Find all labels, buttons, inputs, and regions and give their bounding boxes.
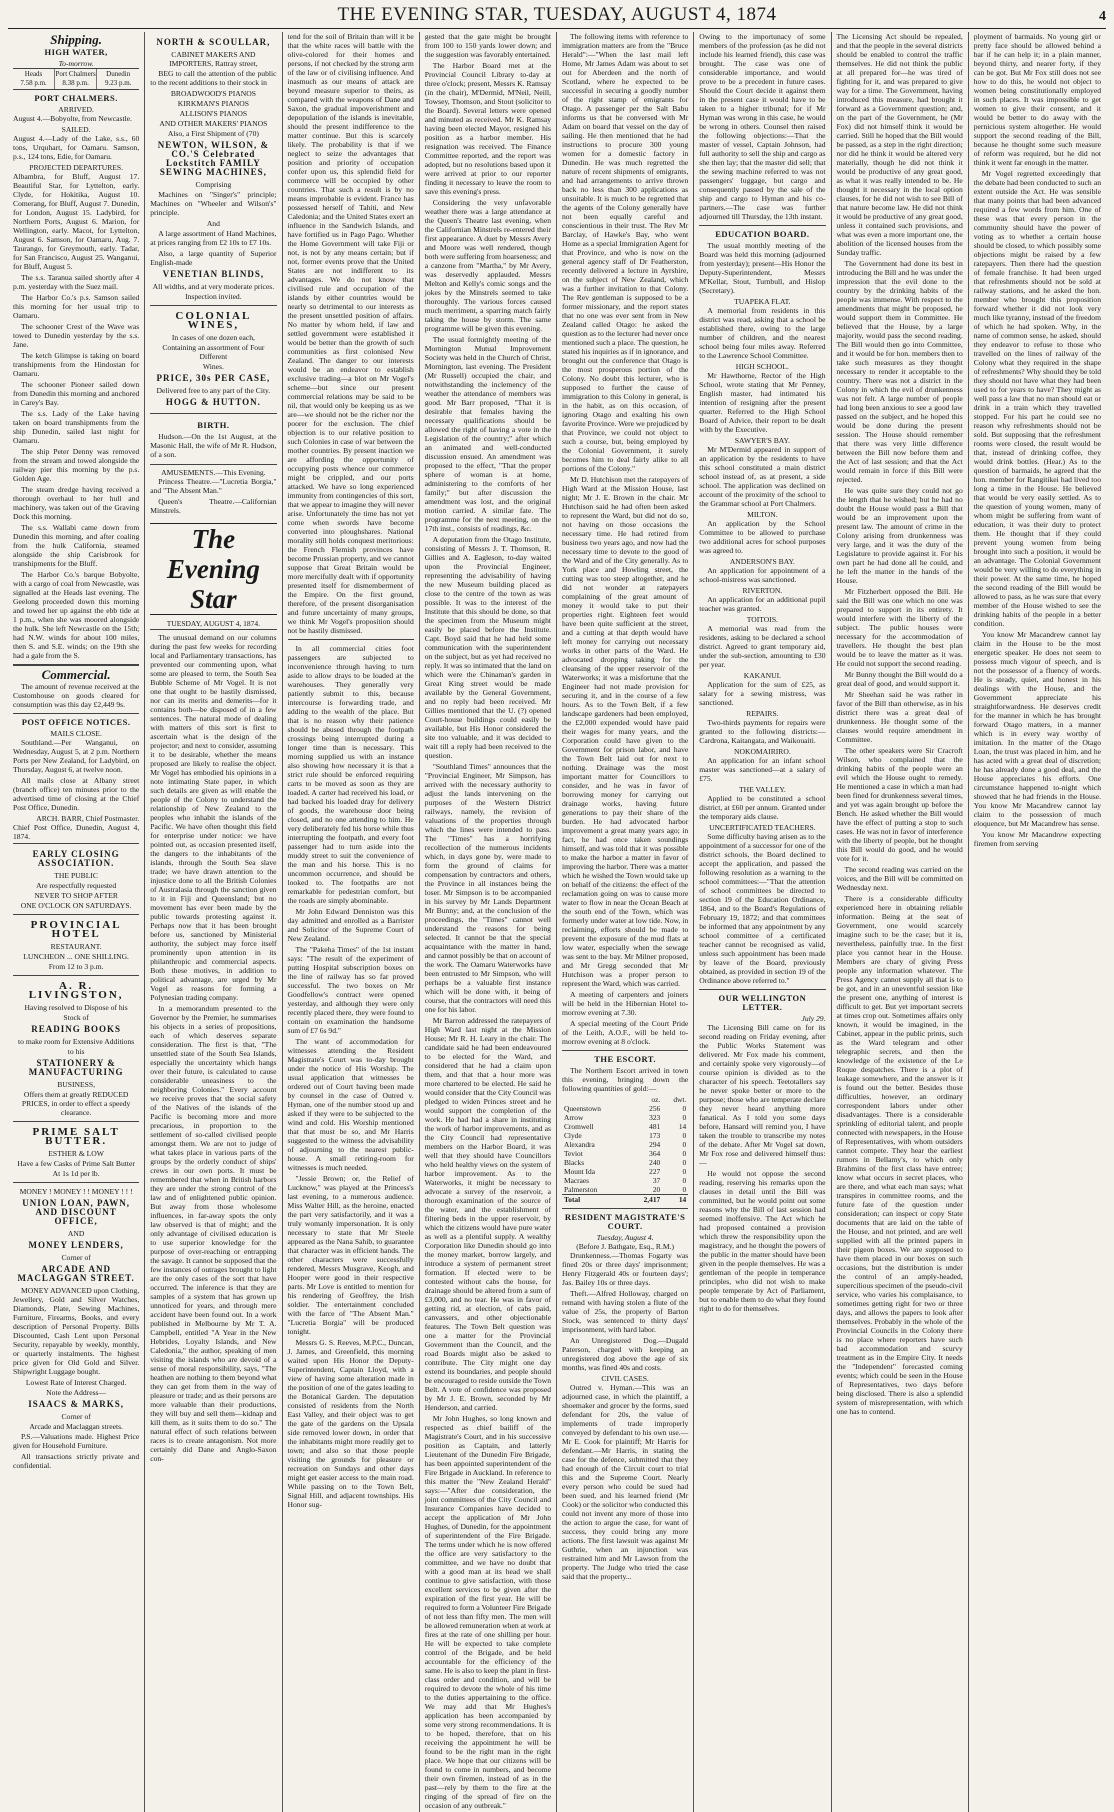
wellington-letter-heading: OUR WELLINGTON LETTER. [718,993,807,1012]
escort-row: Macraes 37 0 [564,1176,687,1185]
edu-subhead: TOITOIS. [746,615,778,624]
escort-heading: THE ESCORT. [594,1054,656,1064]
butter-text: Have a few Casks of Prime Salt Butter [17,1159,135,1168]
column-8 [969,32,1106,1812]
lowest-rate: Lowest Rate of Interest Charged. [25,1378,127,1387]
newspaper-masthead: The Evening Star [150,523,276,615]
colonial-line: Containing an assortment of Four Different [162,343,265,361]
wellington-paragraph: The Licensing Bill came on for its second reading on Friday evening, after the Public Works Statement was delivered. Mr Fox made his comment, and certainly spoke very vigorously—of course opinion is divided as to the character of his speech. Teetotallers say he never spoke better or more to the purpose; those who are temperate declare they never heard anything more fanatical. As I told you some days before, Hansard will remind you, I have taken the trouble to transcribe my notes of the debate. After Mr Vogel sat down, Mr Fox rose and delivered himself thus:— [699,1023,826,1167]
article-paragraph: gested that the gate might be brought from 100 to 150 yards lower down; and the suggestion was favorably entertained. [424,32,551,59]
wellington-paragraph: Mr Bunny thought the Bill would do a great deal of good, and would support it. [836,670,963,688]
livingston-line: READING BOOKS [31,1024,121,1034]
edu-paragraph: An application by the School Committee to be allowed to purchase two additional acres for school purposes was agreed to. [699,519,826,555]
edu-subhead: UNCERTIFICATED TEACHERS. [709,823,816,832]
port-heading: PORT CHALMERS. [34,93,118,103]
wellington-paragraph: There is a considerable difficulty experienced here in obtaining reliable information. Being at the seat of Government, one would scarcely imagine such to be the case; but it is, nevertheless, painfully true. In the first place you cannot hear in the House. Members are chary of giving Press people any information whatever. The Press Agency cannot supply all that is to be got, and in an uneventful session like the present one, anything of interest is difficult to get. But yet important secrets at times crop out. Sometimes affairs only known, it would be imagined, in the Cabinet, appear in the public prints, such as the Ward telegram and other telegraphic secrets, and then the knowledge of the existence of the Le Roque despatches. There is a plot of leakage somewhere, and the answer is it is found out the better. Besides those difficulties, however, an ordinary correspondent labors under other disadvantages. There is a considerable sprinkling of editorial talent, and people connected with newspapers, in the House of Representatives, with whom outsiders cannot compete. They hear the earliest rumors in Bellamy's, to which only Brahmins of the first class have entree; know what occurs in secret places, who are there, and what each man says; what transpires in committee rooms, and the future fate of the question under consideration; can inspect or copy State documents that are laid on the table of the House, and not printed, and are well supplied with all the printed papers in their pigeon boxes. We are supposed to have them placed in our boxes on such occasions, but the distribution is under the control of an amply-headed, supercilious specimen of the pseudo-civil service, who varies his complaisance, to sometimes getting right for two or three days, and allows the papers to look after themselves. Probably in the whole of the Provincial Councils in the Colony there is no place where reporters have such bad accommodation and scurvy treatment as in the Empire City. It needs the "Independent" forecasted coming events; which could be seen in the House of Representatives, two days before being disclosed. There is also a splendid system of misrepresentation, with which one has to contend. [836,894,963,1416]
edu-paragraph: An application for an additional pupil teacher was granted. [699,595,826,613]
edu-paragraph: A memorial was read from the residents, asking to be declared a school district. Agreed to grant temporary aid, under the sub-section, amounting to £30 per year. [699,624,826,669]
court-paragraph: An Unregistered Dog.—Dugald Paterson, charged with keeping an unregistered dog above the age of six months, was fined 40s and costs. [562,1336,689,1372]
arrived-label: ARRIVED. [58,105,94,114]
birth-text: Hudson.—On the 1st August, at the Masonic Hall, the wife of Mr R. Hudson, of a son. [150,432,277,459]
page-title: THE EVENING STAR, TUESDAY, AUGUST 4, 1874 [337,4,777,25]
article-paragraph: Mr John Edward Denniston was this day admitted and enrolled as a Barrister and Solicitor of the Supreme Court of New Zealand. [287,907,414,943]
colonial-heading: COLONIAL WINES, [175,310,252,331]
edu-paragraph: Mr M'Dermid appeared in support of an application by the residents to have this school constituted a main district school instead of, as at present, a side school. The application was declined on account of the proximity of the school to the Grammar school at Port Chalmers. [699,445,826,508]
escort-row: Alexandra 294 0 [564,1140,687,1149]
private-text: All transactions strictly private and confidential. [13,1452,140,1470]
nas-line: Comprising [195,180,232,189]
colonial-price: PRICE, 30s PER CASE, [156,373,271,383]
wellington-paragraph: He was quite sure they could not go the length that he wished; but he had no doubt the House would pass a Bill that would be an improvement upon the present law. The amount of crime in the Colony arising from drunkenness was very large, and it was the duty of the Legislature to provide against it. For his own part he had done all he could, and he left the matter in the hands of the House. [836,486,963,585]
article-paragraph: "Southland Times" announces that the "Provincial Engineer, Mr Simpson, has arrived with the necessary authority to adjust the lands intervening on the purposes of the Western District railways, namely, the revision of valuations of the properties through which the lines were intended to pass. The "Times" has a horrifying recollection of the numerous incidents which, in days gone by, were made to form the ground of claims for compensation by contractors and others, the Province in all instances being the loser. Mr Simpson is to be accompanied in his survey by Mr Lands Department Mr Bunny; and, at the conclusion of the proceedings, the "Times" cannot well understand the reasons for being selected. It cannot be that the special acquaintance with the matter in hand, and cannot possibly be that on account of the work. The Oamaru Waterworks have been entrusted to Mr Simpson, who will perhaps be a valuable first instance which will be done with, it being of course, that the contractors will need this one for his labor. [424,762,551,1014]
nas-machines: NEWTON, WILSON, & CO.'S Celebrated Lockstitch FAMILY SEWING MACHINES, [157,140,269,177]
colonial-line: Wines. [202,362,224,371]
livingston-line: BUSINESS, [57,1080,96,1089]
article-paragraph: In all commercial cities foot passengers are subjected to inconvenience through having to turn aside to allow drays to be loaded at the warehouses. They generally very patiently submit to this, because intercourse is forwarding trade, and adding to the wealth of the place. But that is no reason why their patience should be abused through the footpath crossings being interrupted during a longer time than is necessary. This morning supplied us with an instance also showing how necessary it is that a strict rule should be enforced requiring carts to be moved as soon as they are loaded. A carter had received his load, or had backed his loaded dray for delivery of goods, the warehouse door being closed, and no one attending to him. He very deliberately fed his horse while thus interrupting the footpath, and every foot passenger had to turn aside into the muddy street to suit the convenience of the man and his horse. This is no uncommon occurrence, and should be looked to. The footpaths are not remarkable for pedestrian comfort, but the roads are simply abominable. [287,644,414,905]
wellington-paragraph: He would not oppose the second reading, reserving his remarks upon the clauses in detail until the Bill was committed, but he would point out some reasons why the Bill of last session had seemed inoffensive. The Act which he had proposed contained a provision which threw the responsibility upon the magistracy, and he thought the powers of the public in the matter should have been given in the people themselves. He was a gentleman of the people in temperance principles, who did not wish to make people temperate by Act of Parliament, but to enable them to do what they found right to do for themselves. [699,1169,826,1313]
colonial-firm: HOGG & HUTTON. [165,397,261,407]
edu-paragraph: Application for the sum of £25, as salary for a sewing mistress, was sanctioned. [699,680,826,707]
nas-item: KIRKMAN'S PIANOS [177,99,249,108]
corner-label: Corner of [61,1253,91,1262]
livingston-ad [13,975,139,1121]
butter-heading: PRIME SALT BUTTER. [32,1126,120,1147]
article-paragraph: The usual fortnightly meeting of the Mornington Mutual Improvement Society was held in the Church of Christ, Mornington, last evening. The President (Mr Russell) occupied the chair, and notwithstanding the inclemency of the weather the attendance of members was good. Mr Barr proposed, "That it is desirable that females having the necessary qualifications should be allowed the right of having a vote in the Legislation of the country;" after which an animated and well-conducted discussion ensued. An amendment was proposed to the effect, "That the proper sphere of woman is at home, administering to the comforts of her family;" but after discussion the amendment was lost, and the original motion carried. A similar fate. The programme for the next meeting, on the 17th inst., consists of readings, &c. [424,335,551,533]
column-3 [283,32,420,1812]
luncheon-time: From 12 to 3 p.m. [48,962,104,971]
high-water-cell: Heads 7.58 p.m. [13,69,55,89]
wellington-paragraph: ployment of barmaids. No young girl or pretty face should be allowed behind a bar if he can help it; in a plain manner, beyond thirty, and nearer forty, if they can be got. But Mr Fox still does not see how to do this, he would not object to women being constitutionally employed in such places. It was impossible to get women to give their consent, and it would be better to do away with the pernicious system altogether. He would support the second reading of the Bill, because he thought some such measure of reform was required, but he did not think it went far enough in the matter. [973,32,1101,167]
colonial-line: In cases of one dozen each, [171,333,255,342]
early-closing-line: NEVER TO SHOP AFTER [34,891,118,900]
early-closing-ad [13,843,139,914]
nas-line: Inspection invited. [185,292,242,301]
edu-paragraph: Some difficulty having arisen as to the appointment of a successor for one of the district schools, the Board declined to accept the application, and passed the following resolution as a warning to the school committees:—"That the attention of school committees be directed to section 19 of the Education Ordinance, 1864, and to the Board's Regulations of February 19, 1872; and that committees be informed that any appointment by any school committee of a certificated teacher cannot be recognised as valid, unless such appointment has been made by leave of the Board, previously obtained, as provided in section 19 of the Ordinance above referred to." [699,832,826,985]
edu-subhead: RIVERTON. [742,586,783,595]
amusement-line: Princess Theatre.—"Lucretia Borgia," and "The Absent Man." [150,477,277,495]
nas-heading: NORTH & SCOULLAR, [156,37,271,47]
early-closing-line: THE PUBLIC [54,871,98,880]
nas-text: BEG to call the attention of the public to the recent additions to their stock in [150,69,277,87]
luncheon-line: LUNCHEON ... ONE SHILLING. [23,952,129,961]
valuations-text: P.S.—Valuations made. Highest Price given for Household Furniture. [13,1432,140,1450]
livingston-line: Offers them at greatly REDUCED PRICES, in order to effect a speedy clearance. [21,1090,131,1117]
escort-row: Mount Ida 227 0 [564,1167,687,1176]
article-paragraph: A special meeting of the Court Pride of the Leith, A.O.F., will be held to-morrow evening at 8 o'clock. [562,1019,689,1046]
livingston-heading: A. R. LIVINGSTON, [28,980,124,1001]
north-scoullar-ad [150,32,276,305]
shipping-note: The ketch Glimpse is taking on board transhipments from the Hindostan for Oamaru. [13,351,140,378]
nas-line: And [206,219,220,228]
edu-subhead: NOKOMAIRIRO. [734,747,791,756]
edu-paragraph: Applied to be constituted a school district, at £60 per annum. Granted under the temporary aids clause. [699,794,826,821]
commercial-heading: Commercial. [41,667,111,682]
nas-item: AND OTHER MAKERS' PIANOS [159,119,268,128]
arrived-text: August 4.—Bobyolte, from Newcastle. [13,114,132,123]
early-closing-heading: EARLY CLOSING ASSOCIATION. [32,849,120,868]
wellington-paragraph: Mr Fitzherbert opposed the Bill. He said the Bill was one which no one was prepared to support in its entirety. It would interfere with the liberty of the subject. The public houses were necessary for the accommodation of travellers. He thought the best plan would be to leave the matter as it was. He could not support the second reading. [836,587,963,668]
edu-subhead: TUAPEKA FLAT. [734,297,791,306]
nas-line: All widths, and at very moderate prices. [152,282,275,291]
shipping-note: The s.s. Lady of the Lake having taken on board transhipments from the ship Dunedin, sailed last night for Oamaru. [13,409,140,445]
projected-label: PROJECTED DEPARTURES. [29,163,124,172]
article-paragraph: The following items with reference to immigration matters are from the "Bruce Herald":—"When the last mail left Home, Mr James Adam was about to set out for Aberdeen and the north of Scotland, where he expected to be successful in securing a goodly number of the right stamp of emigrants for Otago. A passenger per the Salt Babu informs us that he conversed with Mr Adam on board that vessel on the day of sailing. He then mentioned that he had instructions to procure 300 young women for a domestic factory in Dunedin. He was much regretted the nature of recent shipments of emigrants, and had arrangements to arrive thrown back no less than 300 applications as unsuitable. It is much to be regretted that the agents of the Colony generally have not been equally careful and conscientious in their trust. The Rev Mr Barclay, of Hawke's Bay, who went Home as a special Immigration Agent for that Province, and who is now on the general agency staff of Dr Featherston, recently delivered a lecture in Ayrshire, on the subject of New Zealand, which was a further invitation to that Colony. The Rev gentleman is supposed to be a former missionary, and the report states that no one was ever sent from in New Zealand called Otago: he asked the question as to the lecturer had never once mentioned such a place. The question, he stated his inquiries as if in ignorance, and brought out the conference that Otago is the most prosperous portion of the Colony. No doubt this lecturer, who is supposed to further the cause of immigration to this Colony in general, is in the habit, as on this occasion, of ignoring Otago and exalting his own favorite Province. Were we prejudiced by that Province, we could not object to such a course, but, being employed by the Colonial Government, it surely becomes him to deal fairly alike to all portions of the Colony." [562,32,689,473]
article-paragraph: The Harbor Board met at the Provincial Council Library to-day at three o'clock; present, Messrs K. Ramsay (in the chair), M'Dermid, M'Neil, Neill, Towsey, Thomson, and Stout (solicitor to the Board). Several letters were opened and minuted as received. Mr K. Ramsay having been elected Mayor, resigned his position as a harbor member. His resignation was received. The Finance Committee reported, and the report was adopted, but no resolutions based upon it were arrived at prior to our reporter finding it necessary to leave the room to save this evening's press. [424,61,551,196]
post-signature: ARCH. BARR, Chief Postmaster. [36,814,140,823]
escort-row: Clyde 173 0 [564,1131,687,1140]
wellington-paragraph: You know Mr Macandrew expecting firemen from serving [973,830,1101,848]
escort-row: Cromwell 481 14 [564,1122,687,1131]
edu-paragraph: Mr Hawthorne, Rector of the High School, wrote stating that Mr Penney, English master, had intimated his intention of resigning after the present quarter. Referred to the High School Board of Advice, their report to be dealt with by the Executive. [699,371,826,434]
shipping-note: The steam dredge having received a thorough overhaul to her hull and machinery, was taken out of the Graving Dock this morning. [13,485,140,521]
wellington-paragraph: The other speakers were Sir Cracroft Wilson, who complained that the drinking habits of the people were an evil which the House ought to remedy. He mentioned a case in which a man had been fined for drunkenness several times, and yet was again brought up before the Bench. He asked whether the Bill would have the effect of putting a stop to such cases. He was not in favor of interference with the liberty of people, but he thought this Bill would do good, and he would vote for it. [836,746,963,863]
livingston-line: Stock of [63,1013,89,1022]
nas-blinds: VENETIAN BLINDS, [162,269,265,279]
amusement-line: Queen's Theatre.—Californian Minstrels. [150,497,277,515]
court-paragraph: Owing to the importunacy of some members of the profession (as he did not include his learned friend), this case was brought. The case was one of considerable importance, and would prove to be a precedent in future cases. Should the Court decide it against them in the present case it would have to be taken to a higher tribunal; for if Mr Hyman was wrong in this case, he would be wrong in others. Counsel then raised the following objections:—That the master of vessel, Captain Johnson, had full authority to sell the ship and cargo as she then lay; that the master did sell; that the sewing machine referred to was not passengers' luggage, but cargo and consequently passed by the sale of the ship and cargo to Hyman and his co-partners.—The case was further adjourned till Thursday, the 13th instant. [699,32,826,221]
nas-line: A large assortment of Hand Machines, at prices ranging from £2 10s to £7 10s. [150,229,277,247]
escort-row: Palmerston 20 0 [564,1185,687,1194]
shipping-note: The schooner Pioneer sailed down from Dunedin this morning and anchored in Carey's Bay. [13,380,140,407]
edu-subhead: SAWYER'S BAY. [734,436,790,445]
nas-item: ALLISON'S PIANOS [179,109,248,118]
sailed-label: SAILED. [61,125,91,134]
escort-row: Arrow 323 0 [564,1113,687,1122]
wellington-paragraph: The Government had done its best in introducing the Bill and he was under the impression that the evil done to the country by the drinking habits of the people was immense. With respect to the amendments that might be proposed, he would support them in Committee. He believed that the House, by a large majority, would pass the second reading. The Bill would then go into Committee, and it would be for hon. members then to take such measures as they thought necessary to render it acceptable to the country. There was not a district in the Colony in which the evil of drunkenness was not felt. A large number of people had long been anxious to see a good law passed on the subject, and he hoped this would be done during the present session. The House should remember that there was very little difference between the Bill now before them and the Act of last session; and that the Act would remain in force if this Bill were rejected. [836,259,963,484]
edu-subhead: KAKANUI. [743,671,782,680]
rm-court-before: (Before J. Bathgate, Esq., R.M.) [576,1242,675,1251]
early-closing-line: Are respectfully requested [36,881,117,890]
edu-subhead: MILTON. [747,510,778,519]
rm-court-date: Tuesday, August 4. [596,1233,654,1242]
union-heading: UNION LOAN, PAWN, AND DISCOUNT OFFICE, [22,1198,131,1226]
article-paragraph: tend for the soil of Britain than will it be that the white races will battle with the olive-colored for their homes and persons, if not checked by the strong arm of the law or of civilising influence. And inasmuch as our means of attack are beyond measure superior to theirs, as compared with the weapons of Dane and Saxon, the gradual impoverishment and depopulation of the islands is inevitable, should the present indifference to the matter continue. But this is scarcely likely. The probability is that if we neglect to seize the advantages that position and priority of occupation confer upon us, this splendid field for commerce will be occupied by other countries. That such a result is by no means improbable is evident. France has possessed herself of Tahiti, and New Caledonia; and the United States exert an influence in the Sandwich Islands, and have fortified us in Pago Pago. Whether the Home Government will take Fiji or not, is not by any means certain; but if not, former events prove that the United States are not indifferent to its advantages. We do not know that civilised rule and occupation of the islands by either countries would be nearly so detrimental to our interests as the present unsettled position of affairs. No matter by whom held, if law and settled government were established it would be better than the growth of such communities as first colonised New Zealand. The danger to our interests would be an endeavor to establish exclusive trading—a blot on Mr Vogel's scheme—but since our present commercial relations may be said to be nil, that would only be keeping us as we are—we should not be the richer nor the poorer for the exclusion. The chief objection is to our relative position to such Colonies in case of war between the mother countries. By present inaction we are affording the opportunity of occupying posts whence our commerce might be crippled, and our ports attacked. We have so long experienced immunity from contingencies of this sort, that we appear to imagine they will never arise. Unfortunately the time has not yet come when swords have become converted into ploughshares. National morality still holds conquest meritorious: the French Flemish provinces have become Prussian property, and we cannot suppose that Great Britain would be more mercifully dealt with if opportunity presented itself for dismemberment of the Empire. On the first ground, therefore, of the present disorganisation and future uncertainty of many groups, we think Mr Vogel's proposition should not be hastily dismissed. [287,32,414,635]
escort-total-row: Total 2,417 14 [564,1195,687,1204]
article-paragraph: Considering the very unfavorable weather there was a large attendance at the Queen's Theatre last evening, when the Californian Minstrels re-entered their first appearance. A duet by Messrs Avery and Moore was well rendered, though both were suffering from hoarseness; and a canzone from "Martha," by Mr Avery, was deservedly applauded. Messrs Melton and Kelly's comic songs and the jokes by the Minstrels seemed to take thoroughly. The various forces caused much merriment, a sparring match fairly taking the house by storm. The same programme will be given this evening. [424,198,551,333]
leader-dateline: TUESDAY, AUGUST 4, 1874. [150,618,276,630]
wellington-paragraph: Mr Vogel regretted exceedingly that the debate had been conducted to such an extent outside the Act. He was sensible that many points that had been advanced required a few words from him. One of these was that every person in the community should have the power of voting as to whether a certain house should be closed, to which possibly some objections might be raised by a few ratepayers. Then there had the question of female franchise. It had been urged that refreshments should not be sold at railway stations, and he asked the hon. member who brought this proposition forward whether it did not look very much like tyranny, instead of the freedom of which he had spoken. Why, in the name of common sense, he asked, should they endeavor to refuse to those who travelled on the lines of railway of the Colony what they required in the shape of refreshments? Why should they be told they should not have what they had been used to for years to have? They might as well pass a law that no man should eat or drink in a train which they travelled stopped. For his part he could see no reason why refreshments should not be sold. But supposing that the refreshment rooms were closed, the result would be that, instead of drinking coffee, they would drink bottles. (Hear.) As to the question of barmaids, he agreed that the hon. member for Rangitikei had lived too long a time in the House. He believed that would be very easily settled. As to the question of young women, many of whom might be suffering from want of education, it was their duty to protect them. He thought that if they could prevent young women from being brought into such a position, it would be an advantage. The Colonial Government would be very willing to do everything in their power. At the same time, he hoped the second reading of the Bill would be allowed to pass, as he was sure that every member of the House wished to see the drinking habits of the people in a better condition. [973,169,1101,628]
column-2 [145,32,282,1812]
livingston-line: Having resolved to Dispose of his [24,1003,128,1012]
edu-subhead: REPAIRS. [746,709,779,718]
shipping-note: The s.s. Taranua sailed shortly after 4 p.m. yesterday with the Suez mail. [13,273,140,291]
escort-row: Teviot 364 0 [564,1149,687,1158]
shipping-heading: Shipping. [50,32,102,47]
page-number: 4 [1099,9,1106,24]
column-6 [694,32,831,1812]
arcade-line: ARCADE AND MACLAGGAN STREET. [17,1264,135,1283]
shipping-note: The ship Peter Denny was removed from the stream and towed alongside the railway pier this morning by the p.s. Golden Age. [13,447,140,483]
rm-court-heading: RESIDENT MAGISTRATE'S COURT. [564,1212,686,1231]
article-paragraph: The want of accommodation for witnesses attending the Resident Magistrate's Court was to-day brought under the notice of His Worship. The usual application that witnesses be ordered out of Court having been made by counsel in the case of Outred v. Hyman, one of the number stood up and asked if they were to be subjected to the wind and cold. His Worship mentioned that that must be so, and Mr Harris suggested to the witness the advisability of adjourning to the nearest public-house. A small retiring-room for witnesses is much needed. [287,1037,414,1172]
post-office-heading: POST OFFICE NOTICES. [21,717,131,727]
article-paragraph: A deputation from the Otago Institute, consisting of Messrs J. T. Thomson, R. Gillies and A. Eagleson, to-day waited upon the Provincial Engineer, representing the advisability of having the new Museum building placed as close to the centre of the town as was possible. It was to the interest of the Institute that this should be done, so that the specimen from the Museum might easily be placed before the Institute. Capt. Boyd said that he had held some communication with the superintendent on the subject, but as yet had received no reply. It was so intimated that the land on which were the Chinaman's garden in Great King street would be made available by the General Government, and no reply had been received. Mr Gillies mentioned that the U. (?) opened Court-house buildings could easily be available, but His Honor considered the site too valuable, and it was decided to wait till a reply had been received to the question. [424,535,551,760]
article-paragraph: The "Pakeha Times" of the 1st instant says: "The result of the experiment of putting Hospital subscription boxes on the line of railway has so far proved successful. The two boxes on Mr Goodfellow's contract were opened yesterday, and although they were only recently placed there, they were found to contain on examination the handsome sum of £7 6s 9d." [287,945,414,1035]
address-streets: Arcade and Maclaggan streets. [29,1422,123,1431]
leader-paragraph: The unusual demand on our columns during the past few weeks for recording local and Parliamentary transactions, has prevented our commenting upon, what some are pleased to term, the South Sea Bubble Scheme of Mr Vogel. It is not one that ought to be hastily dismissed, nor can its merits and demerits—for it contains both—be disposed of in a few sentences. The natural mode of dealing with matters of this sort is first to ascertain what is the design of the projector; and next to consider, assuming it to be desirable, whether the means proposed are likely to realise the object. Mr Vogel has embodied his opinions in a note intimating State paper, in which such details are given as will enable the people of the Colony to understand the relationship of New Zealand to the peoples who inhabit the islands of the Pacific. We have often thought this field for enterprise under notice: we have pointed out, as occasion presented itself, the dangers to the inhabitants of the islands, through the South Sea slave trade; we have drawn attention to the injustice done to all the British Colonies of Australasia through the sanction given to it in Fiji and Queensland; but no movement has ever been made by the public towards protesting against it. Perhaps now that it has been brought before us, sanctioned by Ministerial authority, the subject may force itself prominently upon attention in its philanthropic and commercial aspects. Both these motives, in addition to political advantage, are urged by Mr Vogel as reasons for forming a Polynesian trading company. [150,633,277,1002]
court-paragraph: Outred v. Hyman.—This was an adjourned case, in which the plaintiff, a shoemaker and grocer by the forms, sued defendant for 20s, the value of implements of trade improperly conveyed by defendant to his own use.—Mr E. Cook for plaintiff; Mr Harris for defendant.—Mr Harris, in stating the case for the defence, submitted that they had enough of the Circuit court to trial this and the Supreme Court. Nearly every person who could be sued had been sued, and his learned friend (Mr Cook) or the solicitor who conducted this could not invent any more of those into the action to argue the case, for want of success, they could bring any more actions. The first lawsuit was against Mr Guthrie, when an injunction was restrained him and Mr Lawson from the property. The Judge who tried the case said that the property... [562,1383,689,1581]
nas-line: Also, a large quantity of Superior English-made [150,249,277,267]
amusements-heading: AMUSEMENTS.—This Evening. [161,468,266,477]
escort-row: Queenstown 256 0 [564,1104,687,1113]
birth-notice [150,413,276,464]
livingston-line: to his [67,1047,85,1056]
court-paragraph: Drunkenness.—Thomas Fogarty was fined 20s or three days' imprisonment; Henry Fitzgerald 40s or fourteen days'; Jas. Bailey 10s or three days. [562,1251,689,1287]
high-water-cell: Dunedin 9.23 p.m. [104,70,132,87]
mails-close-label: MAILS CLOSE. [50,729,102,738]
high-water-table [13,68,139,90]
nas-line: Machines on "Singer's" principle; Machines on "Wheeler and Wilson's" principle. [150,190,277,217]
sailed-text: August 4.—Lady of the Lake, s.s., 60 tons, Urquhart, for Oamaru. Samson, p.s., 124 tons, Edie, for Oamaru. [13,134,140,161]
nas-line: Also, a First Shipment of (70) [167,129,259,138]
wellington-paragraph: You know Mr Macandrew cannot lay claim in the House to be the most energetic speaker. He does not seem to possess much vigour of speech, and is not the possessor of a fluency of words. He is steady, quiet, and honest in his dealings with the House, and the Government appreciate his straightforwardness. He deserves credit for the manner in which he has brought forward Otago matters, in a manner which is in every way worthy of imitation. In the matter of the Otago Loan, the trust was placed in him, and he has acted with a great deal of discretion; he has already done a good deal, and the House appreciates his efforts. One circumstance happened to-night which showed that he had friends in the House. You know Mr Macandrew cannot lay claim to the possession of much eloquence, but Mr Macandrew has sense. [973,630,1101,828]
birth-heading: BIRTH. [197,420,230,430]
colonial-wines-ad [150,305,276,413]
money-heading: MONEY ! MONEY ! ! MONEY ! ! ! [19,1187,133,1196]
civil-cases-label: CIVIL CASES. [601,1374,649,1383]
provincial-hotel-heading: PROVINCIAL HOTEL [30,919,122,940]
article-paragraph: Mr Barron addressed the ratepayers of High Ward last night at the Mission House; Mr R. H. Leary in the chair. The candidate said he had been endeavoured to be elected for the Ward, and considered that he had a claim upon them, and that that a hour more was more chartered to be elected. He said he would consider that the City Council was pledged to widen Princes street and he would support the completion of the work. He had had a share in instituting the work of harbor improvements, and as the City Council had representative members on the Harbor Board, it was well that they should have Councillors who held healthy views on the system of harbor improvement. As to the Waterworks, it might be necessary to advocate a survey of the reservoir, a thorough examination of the source of the water, and the establishment of filtering beds in the upper reservoir, by which the citizens would have pure water as well as a plentiful supply. A wealthy Corporation like Dunedin should go into the money market, borrow largely, and introduce a system of permanent street formation. If elected were to be contested without cabs the house, for drainage should be altered from a sum of £3,000, and no tear. He was in favor of getting rid, at election, of cabs paid, canvassers, and other objectionable features. The Town Belt question was one a matter for the Provincial Government than the Council, and the road Boards might also be asked to contribute. The City might one day extend its boundaries, and people should be encouraged to reside outside the Town Belt. A vote of confidence was proposed by Mr J. E. Brown, seconded by Mr Henderson, and carried. [424,1016,551,1412]
livingston-line: STATIONERY & MANUFACTURING [28,1058,124,1077]
wellington-paragraph: Mr Sheehan said he was rather in favor of the Bill than otherwise, as in his district there was a great deal of drunkenness. He thought some of the clauses would require amendment in Committee. [836,690,963,744]
edu-paragraph: An application for appointment of a school-mistress was sanctioned. [699,566,826,584]
column-1 [8,32,145,1812]
article-paragraph: Messrs G. S. Reeves, M.P.C., Duncan, J. James, and Greenfield, this morning waited upon His Honor the Deputy-Superintendent, Captain Lloyd, with a view of having some alteration made in the position of one of the gates leading to the Botanical Garden. The deputation consisted of residents from the North East Valley, and their object was to get the gate of the gardens on the Upsala side removed lower down, in order that the inhabitants might more readily get to town; and also so that those people visiting the grounds for pleasure or recreation on Sundays and other days might get easier access to the main road. While passing on to the Town Belt, Signal Hill, and adjacent townships. His Honor sug- [287,1338,414,1509]
nas-sub: CABINET MAKERS AND IMPORTERS, Rattray street, [169,50,258,68]
wellington-paragraph: The Licensing Act should be repealed, and that the people in the several districts should be enabled to control the traffic themselves. He did not think the public at all prepared for—he was tired of fighting for it, and was prepared to give way for a time. The Government, having introduced this measure, had brought it forward as a Government question; and, on the part of the Government, he (Mr Fox) did not himself think it would be carried. Still he hoped that the Bill would be passed, as a step in the right direction; nor did he think it would be altered very materially, though he did not think it would be productive of any great good, as what it was really intended to be. He thought it necessary in the local option clauses, for he did not wish to see Bill of that nature become law. He did not think it would be productive of any great good, unless it contained such provisions, and what was even a more important one, the abolition of the licensed houses from the Sunday traffic. [836,32,963,257]
provincial-hotel-ad [13,914,139,975]
escort-row: Blacks 240 0 [564,1158,687,1167]
livingston-line: to make room for Extensive Additions [18,1037,135,1046]
high-water-cell: Port Chalmers 8.38 p.m. [55,70,96,87]
money-lenders: MONEY LENDERS, [28,1240,124,1250]
shipping-note: The Harbor Co.'s barque Bobyolte, with a cargo of coal from Newcastle, was signalled at the Heads last evening. The Geelong proceeded down this morning and towed her up against the ebb tide at 1 p.m., when she was moored alongside the hulk. She left Newcastle on the 15th; had N.W. winds for about 100 miles, then S. and S.E. winds; on the 19th she had a gale from the S. [13,570,140,660]
leader-paragraph: In a memorandum presented to the Governor by the Premier, he summarises his objects in a series of propositions, each of which deserves separate consideration. The first is that, "The unsettled state of the South Sea Islands, especially the uncertainty which hangs over their future, is calculated to cause considerable uneasiness to the neighboring Colonies." Every account we receive proves that the social safety of the Natives of the islands of the Pacific is becoming more and more precarious, in proportion to the settlement of so-called civilised people amongst them. We are not to judge of what takes place in various parts of the groups by the orderly conduct of ships' crews in our own ports. It must be remembered that when in British harbors they are under the strong control of the law and of enlightened public opinion. But away from those wholesome influences, in far-away spots the only law observed is that of might; and the only advantage of civilised education is to use superior knowledge for the purpose of over-reaching or entrapping the savage. It cannot be supposed that the few instances of outrages brought to light are the only cases of the sort that have occurred. The inference is that they are samples of a system that has grown up unnoticed for years, and through mere accident have been found out. In a work published in Melbourne by Mr T. A. Campbell, entitled "A Year in the New Hebrides, Loyalty Islands, and New Caledonia," the author, speaking of men visiting the islands who are devoid of a sense of moral responsibility, says, "The heathen are nothing to them beyond what they can get from them in the way of pleasure or trade; and as their persons are more valuable than their productions, they will buy and sell them—kidnap and kill them, as it suits them to do so." The natural effect of such relations between races is to create antagonism. Not more certainly did Dane and Anglo-Saxon con- [150,1004,277,1463]
escort-text: The Northern Escort arrived in town this evening, bringing down the following quantities of gold:— [562,1066,689,1093]
education-intro: The usual monthly meeting of the Board was held this morning (adjourned from yesterday); present—His Honor the Deputy-Superintendent, Messrs M'Kellar, Stout, Turnbull, and Hislop (Secretary). [699,241,826,295]
butter-firm: ESTHER & LOW [48,1149,104,1158]
address-heading: Note the Address— [46,1388,107,1397]
post-date: Chief Post Office, Dunedin, August 4, 1874. [13,823,140,841]
shipping-note: The Harbor Co.'s p.s. Samson sailed this morning for her usual trip to Oamaru. [13,293,140,320]
amusements [150,464,276,520]
education-board-heading: EDUCATION BOARD. [715,229,810,239]
escort-table [562,1095,688,1204]
early-closing-line: ONE O'CLOCK ON SATURDAYS. [20,901,132,910]
article-paragraph: A meeting of carpenters and joiners will be held in the Hibernian Hotel to-morrow evening at 7.30. [562,990,689,1017]
money-ad [13,1182,139,1475]
address-corner: Corner of [61,1412,91,1421]
article-paragraph: "Jessie Brown; or, the Relief of Lucknow," was played at the Princess's last evening, to a numerous audience. Miss Walter Hill, as the heroine, enacted the part very satisfactorily, and it was a truly womanly impersonation. It is only necessary to state that Mr Steele appeared as the Nana Sahib, to guarantee that character was in efficient hands. The other characters were successfully rendered, Messrs Musgrave, Keogh, and Hooper were good in their respective parts. Mr Love is entitled to mention for his rendering of Geoffrey, the Irish soldier. The entertainment concluded with the farce of "The Absent Man." "Lucretia Borgia" will be produced tonight. [287,1174,414,1336]
edu-subhead: THE VALLEY. [738,785,786,794]
nas-item: BROADWOOD'S PIANOS [170,89,256,98]
edu-paragraph: An application for an infant school master was sanctioned—at a salary of £75. [699,756,826,783]
commercial-text: The amount of revenue received at the Customhouse on goods cleared for consumption was this day £2,449 9s. [13,682,140,709]
post-text: All mails close at Albany street (branch office) ten minutes prior to the advertised time of closing at the Chief Post Office, Dunedin. [13,776,140,812]
article-paragraph: Mr D. Hutchison met the ratepayers of High Ward at the Mission House, last night; Mr J. E. Brown in the chair. Mr Hutchison said he had often been asked to represent the Ward, but did not do so, not having on those occasions the necessary time. He had retired from business two years ago, and now had the necessary time to devote to the good of the Ward and of the City generally. As to York place and Howling street, the cutting was too steep altogether, and he did not wonder at ratepayers complaining of the great amount of money it would take to put their properties right. Eighteen feet would have been quite sufficient at the street, and a cutting at that depth would have left money for carrying out necessary works in other parts of the Ward. He advocated dropping taking for the cleansing of the upper reservoir of the Waterworks; it was a misfortune that the Engineer had not made provision for securing it, and in the course of a few hours. As to the Town Belt, if a few landscape gardeners had been employed, the £2,000 expended would have paid their wages for many years, and the Corporation could have given to the Government for prison labor, and have the Town Belt laid out for next to nothing. Drainage was the most important matter for Councillors to consider, and he was in favor of borrowing money for carrying out drainage works, having future generations to pay their share of the burden. He had advocated harbor improvement a great many years ago; in fact, he had once taken soundings himself, and was told that it was possible to make the harbor a matter in favor of improving the harbor. There was a matter which he wished the Town would take up on behalf of the citizens: the effect of the reclamation going on was to cause more water to flow in near the Ocean Beach at the south end of the Town, which was formerly under water at low tide. Now, in reclaiming, efforts should be made to prevent the exposure of the mud flats at low water, especially when the sewage was sent to the bay. Mr Milner proposed, and Mr Gregg seconded that Mr Hutchison was a proper person to represent the Ward, which was carried. [562,475,689,988]
edu-paragraph: Two-thirds payments for repairs were granted to the following districts:—Cardrona, Kaitangata, and Waikouaiti. [699,718,826,745]
post-text: Southland.—Per Wanganui, on Wednesday, August 5, at 2 p.m. Northern Ports per New Zealand, for Ladybird, on Thursday, August 6, at twelve noon. [13,738,140,774]
escort-units-row: oz. dwt. [651,1095,687,1104]
provincial-hotel-sub: RESTAURANT. [50,942,102,951]
edu-paragraph: A memorial from residents in this district was read, asking that a school be established there, owing to the large number of children, and the nearest school being four miles away. Referred to the Lawrence School Committee. [699,306,826,360]
wellington-letter-date: July 29. [801,1014,826,1023]
page-masthead [8,4,1106,29]
court-paragraph: Theft.—Alfred Holloway, charged on remand with having stolen a flute of the value of 25s, the property of Barton Stock, was sentenced to thirty days' imprisonment, with hard labor. [562,1289,689,1334]
union-sub: AND [67,1229,85,1238]
money-text: MONEY ADVANCED upon Clothing, Jewellery, Gold and Silver Watches, Diamonds, Plate, Sewing Machines, Furniture, Firearms, Books, and every description of Personal Property. Bills Discounted, Cash Lent upon Personal Security, repayable by weekly, monthly, or quarterly instalments. The highest price given for Old Gold and Silver. Shipwright Luggage bought. [13,1286,140,1376]
high-water-heading: HIGH WATER, [44,47,108,57]
high-water-sub: To-morrow. [58,59,94,68]
colonial-line: Delivered free to any part of the City. [156,386,271,395]
column-5 [557,32,694,1812]
butter-price: At 1s 1d per lb. [52,1169,100,1178]
column-7 [832,32,969,1812]
shipping-note: The schooner Crest of the Wave was towed to Dunedin yesterday by the s.s. Jane. [13,322,140,349]
column-4 [420,32,557,1812]
address-firm: ISAACS & MARKS, [28,1399,124,1409]
edu-subhead: HIGH SCHOOL. [735,362,789,371]
article-paragraph: Mr John Hughes, so long known and respected as chief bailiff of the Magistrate's Court, and in his successive position as Captain, and latterly Lieutenant of the Dunedin Fire Brigade, has been appointed superintendent of the Fire Brigade in Auckland. In reference to this matter the "New Zealand Herald" says:—"After due consideration, the joint committees of the City Council and Insurance Companies have decided to accept the application of Mr John Hughes, of Dunedin, for the appointment of superintendent of the Fire Brigade. The terms under which he is now offered the office are very satisfactory to the committee, and we have no doubt that with a good man at its head we shall continue to give satisfaction, with those excellent services to be given after the expiration of the first year. He will be required to form a Volunteer Fire Brigade of not less than fifty men. The men will be allowed remuneration when at work at fires at the rate of one shilling per hour. He will be expected to take complete control of the Brigade, and be held accountable for the efficiency of the same. He is also to keep the plant in first-class order and condition, and will be required to devote the whole of his time to the duties appertaining to the office. We may add that Mr Hughes's application has been accompanied by some very strong recommendations. It is to be hoped, therefore, that on his receiving the appointment he will be found to be the right man in the right place. We hope that our citizens will be found to come in numbers, and become their own firemen, instead of as in the past—rely by them to the fire at the ringing of the spread of fire on the occasion of any outbreak." [424,1414,551,1810]
projected-text: Albambra, for Bluff, August 17. Beautiful Star, for Lyttelton, early. Clyde, for Hokitika, August 10. Comerang, for Bluff, August 7. Dunedin, for London, August 15. Ladybird, for Northern Ports, August 6. Marion, for Wellington, early. Macot, for Lyttelton, August 6. Samson, for Oamaru, Aug. 7. Taurango, for Greymouth, early. Tadar, for San Francisco, August 25. Wanganui, for Bluff, August 5. [13,172,140,271]
edu-subhead: ANDERSON'S BAY. [729,557,795,566]
shipping-note: The s.s. Wallabi came down from Dunedin this morning, and after coaling from the hulk California, steamed alongside the ship Carisbrook for transhipments for the Bluff. [13,523,140,568]
wellington-paragraph: The second reading was carried on the voices, and the Bill will be committed on Wednesday next. [836,865,963,892]
butter-ad [13,1121,139,1182]
